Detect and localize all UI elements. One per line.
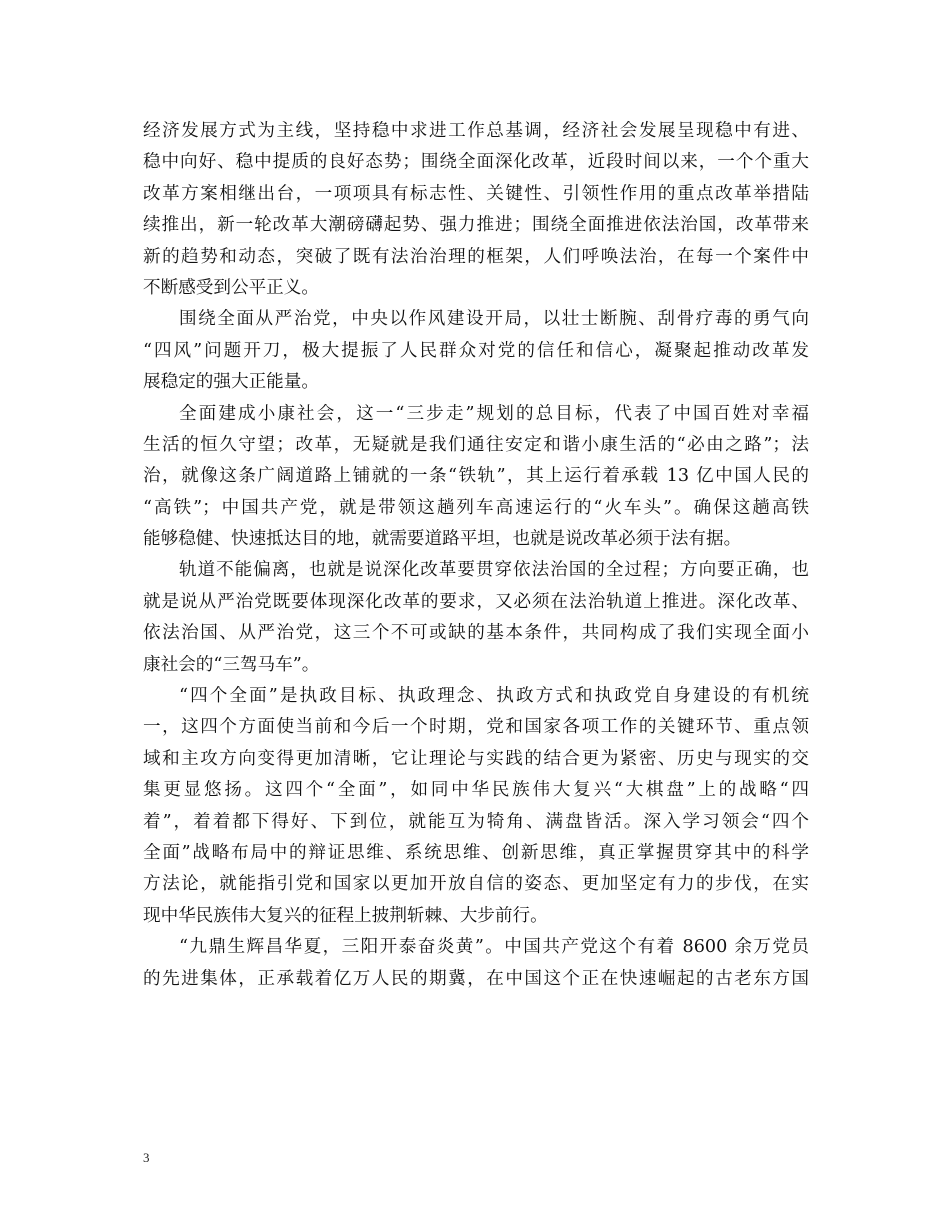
text-line: 经济发展方式为主线，坚持稳中求进工作总基调，经济社会发展呈现稳中有进、 [143,121,809,141]
text-line: “四风”问题开刀，极大提振了人民群众对党的信任和信心，凝聚起推动改革发 [143,340,809,361]
text-line: 一，这四个方面使当前和今后一个时期，党和国家各项工作的关键环节、重点领 [143,717,809,738]
text-line: 治，就像这条广阔道路上铺就的一条“铁轨”，其上运行着承载 13 亿中国人民的 [143,466,809,487]
text-line: 的先进集体，正承载着亿万人民的期冀，在中国这个正在快速崛起的古老东方国 [143,968,809,989]
text-line: 域和主攻方向变得更加清晰，它让理论与实践的结合更为紧密、历史与现实的交 [143,748,809,769]
document-body [143,116,809,995]
text-line: 稳中向好、稳中提质的良好态势；围绕全面深化改革，近段时间以来，一个个重大 [143,152,809,173]
text-line: 全面”战略布局中的辩证思维、系统思维、创新思维，真正掌握贯穿其中的科学 [143,842,809,863]
text-line: 就是说从严治党既要体现深化改革的要求，又必须在法治轨道上推进。深化改革、 [143,591,809,612]
text-line: 围绕全面从严治党，中央以作风建设开局，以壮士断腕、刮骨疗毒的勇气向 [179,309,809,330]
paragraph [143,116,809,304]
text-line: 现中华民族伟大复兴的征程上披荆斩棘、大步前行。 [143,905,548,926]
text-line: 改革方案相继出台，一项项具有标志性、关键性、引领性作用的重点改革举措陆 [143,183,809,204]
text-line: 集更显悠扬。这四个“全面”，如同中华民族伟大复兴“大棋盘”上的战略“四 [143,780,809,801]
text-line: 新的趋势和动态，突破了既有法治治理的框架，人们呼唤法治，在每一个案件中 [143,246,809,267]
text-line: 方法论，就能指引党和国家以更加开放自信的姿态、更加坚定有力的步伐，在实 [143,874,809,895]
text-line: 着”，着着都下得好、下到位，就能互为犄角、满盘皆活。深入学习领会“四个 [143,811,809,832]
page-number: 3 [143,1150,150,1165]
paragraph [143,399,809,556]
text-line: 续推出，新一轮改革大潮磅礴起势、强力推进；围绕全面推进依法治国，改革带来 [143,215,809,236]
text-line: 不断感受到公平正义。 [143,277,319,298]
text-line: 依法治国、从严治党，这三个不可或缺的基本条件，共同构成了我们实现全面小 [143,623,809,644]
text-line: “九鼎生辉昌华夏，三阳开泰奋炎黄”。中国共产党这个有着 8600 余万党员 [179,937,809,958]
text-line: 康社会的“三驾马车”。 [143,654,320,675]
text-line: 能够稳健、快速抵达目的地，就需要道路平坦，也就是说改革必须于法有据。 [143,529,742,550]
paragraph [143,681,809,932]
paragraph [143,555,809,681]
text-line: 轨道不能偏离，也就是说深化改革要贯穿依法治国的全过程；方向要正确，也 [179,560,809,581]
text-line: 全面建成小康社会，这一“三步走”规划的总目标，代表了中国百姓对幸福 [179,403,809,424]
paragraph [143,932,809,995]
text-line: 生活的恒久守望；改革，无疑就是我们通往安定和谐小康生活的“必由之路”；法 [143,434,809,455]
text-line: “高铁”；中国共产党，就是带领这趟列车高速运行的“火车头”。确保这趟高铁 [143,497,809,518]
text-line: “四个全面”是执政目标、执政理念、执政方式和执政党自身建设的有机统 [179,686,809,707]
paragraph [143,304,809,398]
text-line: 展稳定的强大正能量。 [143,372,319,393]
